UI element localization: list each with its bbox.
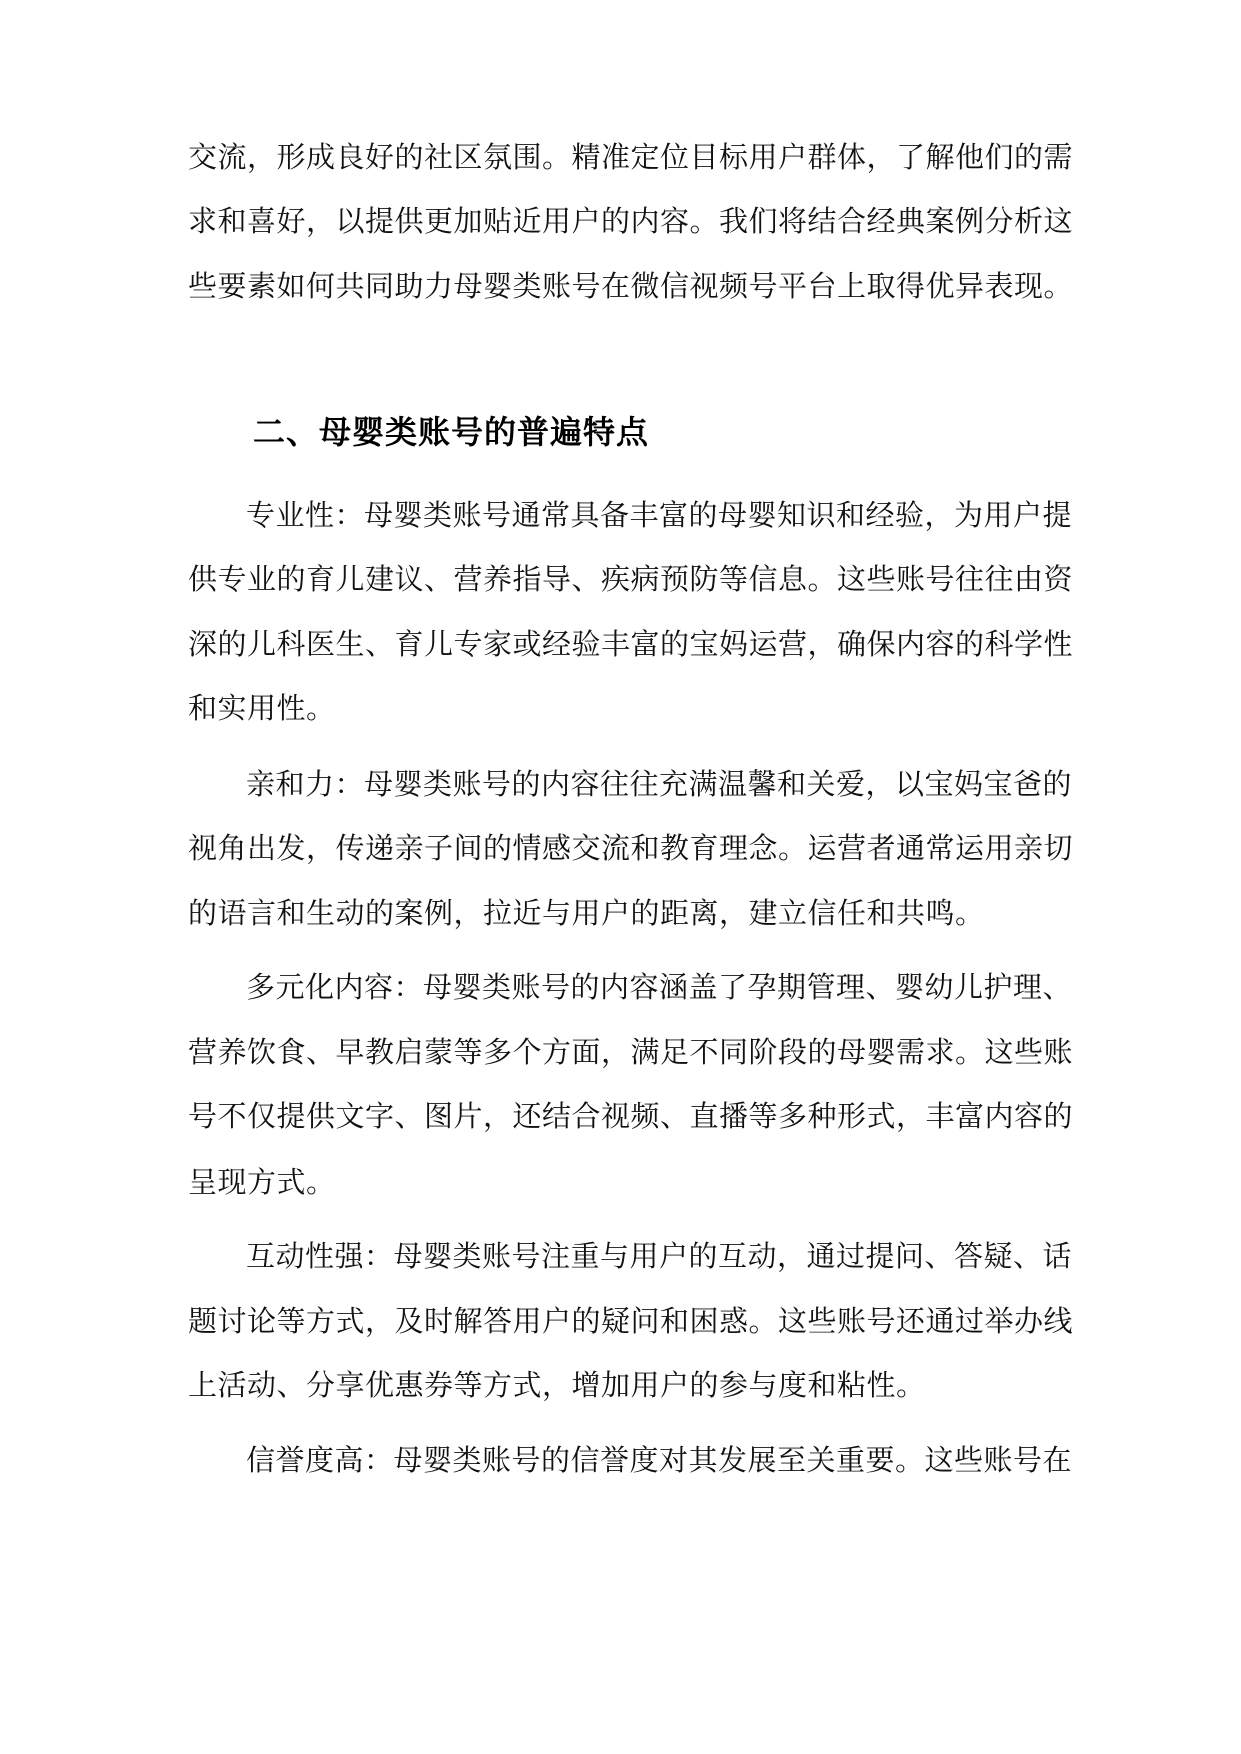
intro-line-2: 求和喜好，以提供更加贴近用户的内容。我们将结合经典案例分析这: [188, 204, 1074, 238]
paragraph-diverse-content-line-2: 营养饮食、早教启蒙等多个方面，满足不同阶段的母婴需求。这些账: [188, 1035, 1074, 1069]
paragraph-affinity-line-3: 的语言和生动的案例，拉近与用户的距离，建立信任和共鸣。: [188, 896, 985, 930]
paragraph-diverse-content-line-4: 呈现方式。: [188, 1165, 336, 1199]
paragraph-professional-line-3: 深的儿科医生、育儿专家或经验丰富的宝妈运营，确保内容的科学性: [188, 627, 1074, 661]
paragraph-professional-line-4: 和实用性。: [188, 691, 336, 725]
paragraph-interactive-line-1: 互动性强：母婴类账号注重与用户的互动，通过提问、答疑、话: [246, 1239, 1073, 1273]
paragraph-professional-line-1: 专业性：母婴类账号通常具备丰富的母婴知识和经验，为用户提: [246, 498, 1073, 532]
intro-line-1: 交流，形成良好的社区氛围。精准定位目标用户群体，了解他们的需: [188, 140, 1074, 174]
paragraph-affinity-line-2: 视角出发，传递亲子间的情感交流和教育理念。运营者通常运用亲切: [188, 831, 1074, 865]
paragraph-interactive-line-3: 上活动、分享优惠券等方式，增加用户的参与度和粘性。: [188, 1368, 926, 1402]
section-heading: 二、母婴类账号的普遍特点: [253, 413, 650, 451]
paragraph-diverse-content-line-1: 多元化内容：母婴类账号的内容涵盖了孕期管理、婴幼儿护理、: [246, 970, 1073, 1004]
paragraph-interactive-line-2: 题讨论等方式，及时解答用户的疑问和困惑。这些账号还通过举办线: [188, 1304, 1074, 1338]
intro-line-3: 些要素如何共同助力母婴类账号在微信视频号平台上取得优异表现。: [188, 269, 1074, 303]
paragraph-credibility-line-1: 信誉度高：母婴类账号的信誉度对其发展至关重要。这些账号在: [246, 1443, 1073, 1477]
paragraph-diverse-content-line-3: 号不仅提供文字、图片，还结合视频、直播等多种形式，丰富内容的: [188, 1099, 1074, 1133]
paragraph-professional-line-2: 供专业的育儿建议、营养指导、疾病预防等信息。这些账号往往由资: [188, 562, 1074, 596]
paragraph-affinity-line-1: 亲和力：母婴类账号的内容往往充满温馨和关爱，以宝妈宝爸的: [246, 767, 1073, 801]
